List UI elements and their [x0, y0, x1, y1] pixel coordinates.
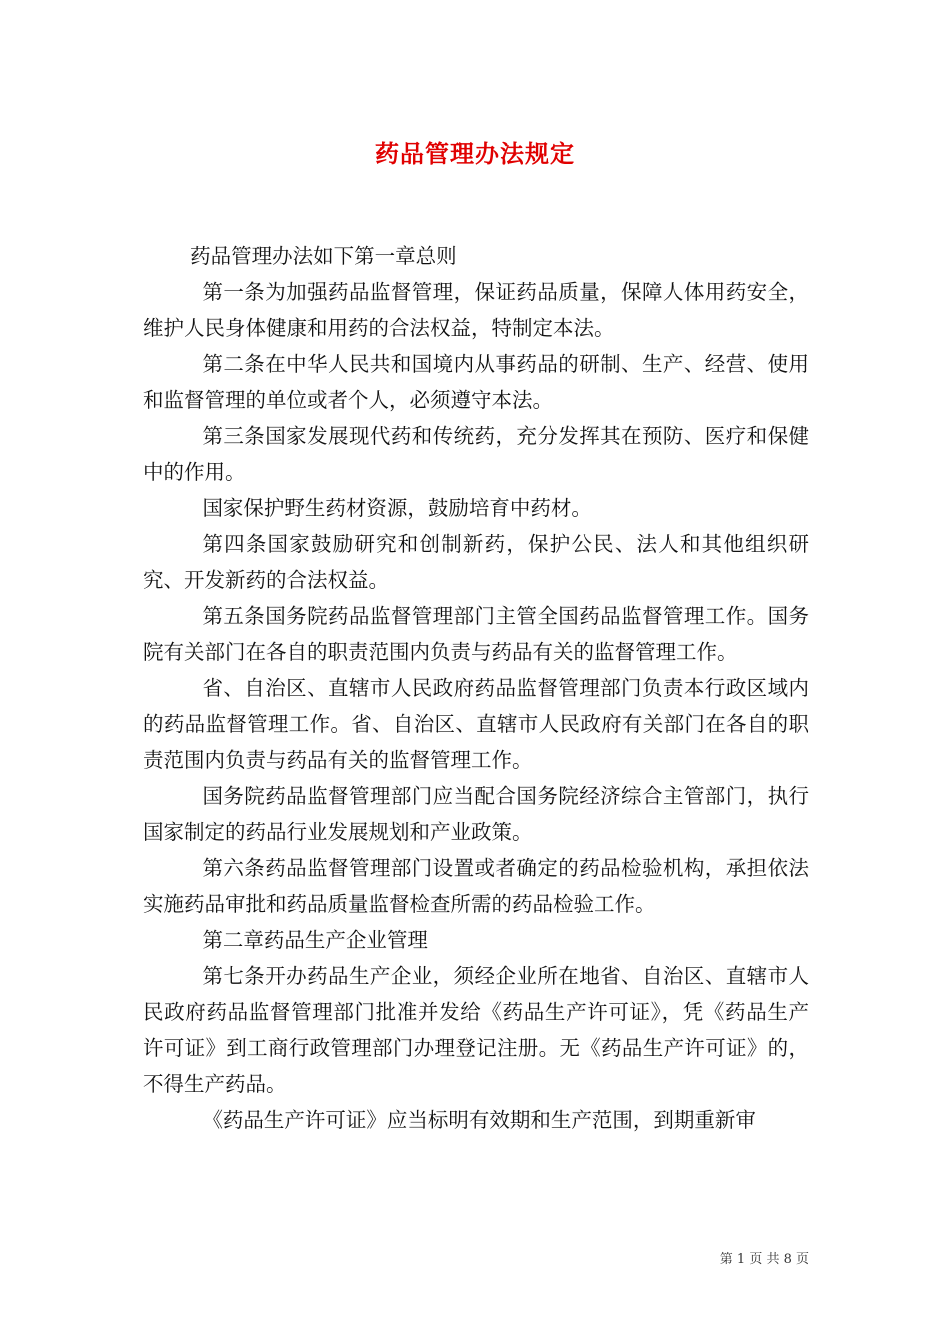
page-indicator: 第 1 页 共 8 页: [719, 1252, 809, 1267]
paragraph-intro: 药品管理办法如下第一章总则: [190, 244, 457, 268]
paragraph-article-1: 第一条为加强药品监督管理，保证药品质量，保障人体用药安全，维护人民身体健康和用药的合法权益，特制定本法。: [143, 280, 809, 340]
chapter-heading-2: 第二章药品生产企业管理: [202, 928, 428, 952]
paragraph-article-7: 第七条开办药品生产企业，须经企业所在地省、自治区、直辖市人民政府药品监督管理部门批准并发给《药品生产许可证》，凭《药品生产许可证》到工商行政管理部门办理登记注册。无《药品生产许可证》的，不得生产药品。: [143, 964, 809, 1096]
paragraph-article-2: 第二条在中华人民共和国境内从事药品的研制、生产、经营、使用和监督管理的单位或者个人，必须遵守本法。: [143, 352, 809, 412]
paragraph-article-3: 第三条国家发展现代药和传统药，充分发挥其在预防、医疗和保健中的作用。: [143, 424, 809, 484]
paragraph-article-5: 第五条国务院药品监督管理部门主管全国药品监督管理工作。国务院有关部门在各自的职责范围内负责与药品有关的监督管理工作。: [143, 604, 809, 664]
paragraph-article-5-cont-2: 国务院药品监督管理部门应当配合国务院经济综合主管部门，执行国家制定的药品行业发展规划和产业政策。: [143, 784, 809, 844]
paragraph-article-6: 第六条药品监督管理部门设置或者确定的药品检验机构，承担依法实施药品审批和药品质量监督检查所需的药品检验工作。: [143, 856, 809, 916]
document-body: [143, 238, 809, 1138]
document-title: 药品管理办法规定: [375, 139, 575, 168]
paragraph-article-5-cont-1: 省、自治区、直辖市人民政府药品监督管理部门负责本行政区域内的药品监督管理工作。省、自治区、直辖市人民政府有关部门在各自的职责范围内负责与药品有关的监督管理工作。: [143, 676, 809, 772]
paragraph-article-4: 第四条国家鼓励研究和创制新药，保护公民、法人和其他组织研究、开发新药的合法权益。: [143, 532, 809, 592]
paragraph-article-7-cont: 《药品生产许可证》应当标明有效期和生产范围，到期重新审: [202, 1108, 756, 1132]
paragraph-article-3-cont: 国家保护野生药材资源，鼓励培育中药材。: [202, 496, 592, 520]
